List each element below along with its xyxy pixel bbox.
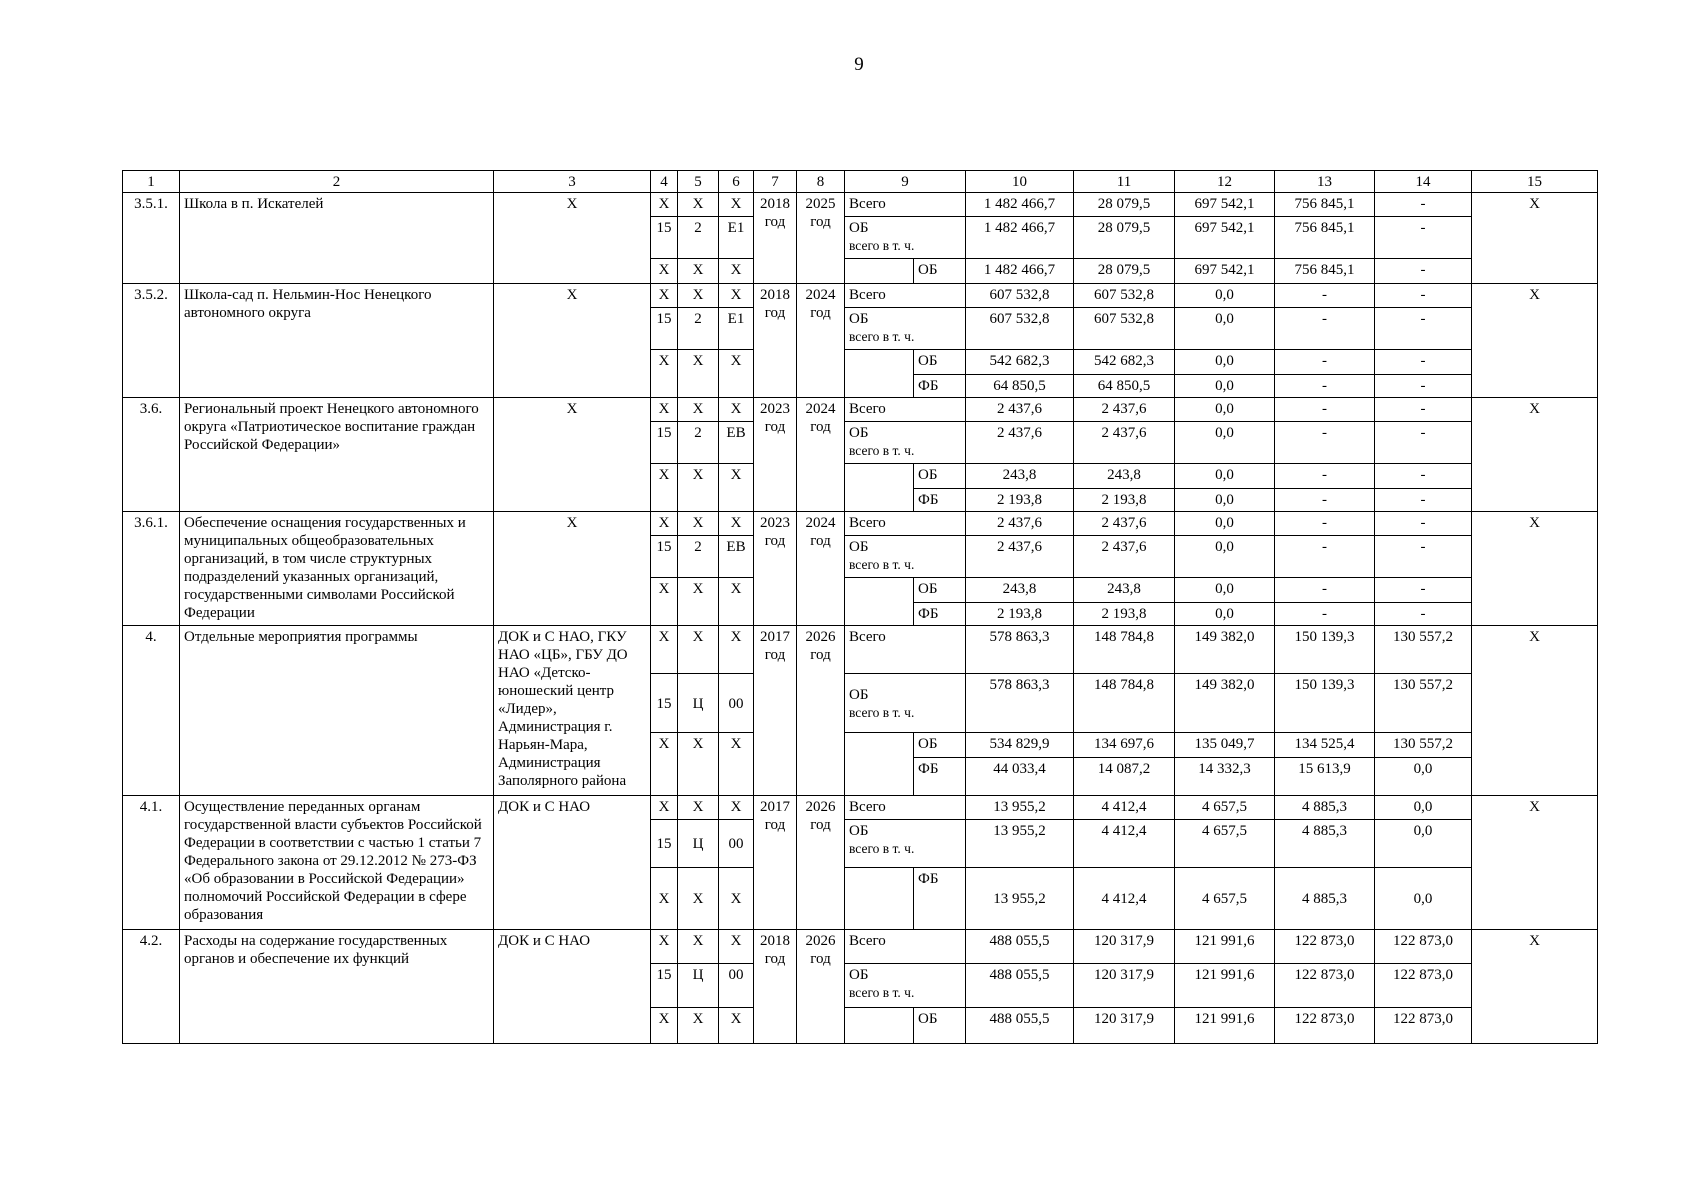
value-cell: 243,8 bbox=[1074, 578, 1175, 603]
table-row bbox=[123, 626, 1598, 674]
code-cell: X bbox=[678, 464, 719, 512]
source-label: ФБ bbox=[914, 489, 966, 512]
table-row bbox=[123, 398, 1598, 422]
item-number: 4.2. bbox=[123, 930, 180, 1044]
value-cell: 2 437,6 bbox=[966, 398, 1074, 422]
value-cell: 122 873,0 bbox=[1375, 964, 1472, 1008]
value-cell: 2 437,6 bbox=[966, 422, 1074, 464]
code-cell: 15 bbox=[651, 422, 678, 464]
code-cell: 2 bbox=[678, 536, 719, 578]
value-cell: 130 557,2 bbox=[1375, 733, 1472, 758]
value-cell: - bbox=[1375, 217, 1472, 259]
code-cell: X bbox=[678, 930, 719, 964]
code-cell: X bbox=[719, 733, 754, 796]
value-cell: 2 437,6 bbox=[1074, 512, 1175, 536]
value-cell: 1 482 466,7 bbox=[966, 193, 1074, 217]
value-cell: 578 863,3 bbox=[966, 626, 1074, 674]
item-number: 3.5.2. bbox=[123, 284, 180, 398]
value-cell: 134 697,6 bbox=[1074, 733, 1175, 758]
value-cell: 0,0 bbox=[1175, 422, 1275, 464]
year-end: 2026 год bbox=[797, 626, 845, 796]
source-label: ОБ всего в т. ч. bbox=[845, 422, 966, 464]
value-cell: 4 885,3 bbox=[1275, 820, 1375, 868]
code-cell: X bbox=[678, 626, 719, 674]
year-start: 2018 год bbox=[754, 193, 797, 284]
code-cell: X bbox=[719, 464, 754, 512]
header-row bbox=[123, 171, 1598, 193]
table-row bbox=[123, 512, 1598, 536]
col15-cell: X bbox=[1472, 930, 1598, 1044]
code-cell: 15 bbox=[651, 217, 678, 259]
value-cell: - bbox=[1375, 603, 1472, 626]
year-end: 2024 год bbox=[797, 284, 845, 398]
value-cell: - bbox=[1375, 308, 1472, 350]
value-cell: - bbox=[1375, 536, 1472, 578]
value-cell: 0,0 bbox=[1175, 536, 1275, 578]
year-end: 2026 год bbox=[797, 930, 845, 1044]
value-cell: - bbox=[1375, 350, 1472, 375]
source-label: ОБ bbox=[914, 578, 966, 603]
empty-cell bbox=[845, 464, 914, 512]
source-label: Всего bbox=[845, 796, 966, 820]
value-cell: 0,0 bbox=[1375, 796, 1472, 820]
value-cell: 0,0 bbox=[1375, 868, 1472, 930]
code-cell: 15 bbox=[651, 964, 678, 1008]
item-number: 3.6. bbox=[123, 398, 180, 512]
code-cell: E1 bbox=[719, 308, 754, 350]
value-cell: - bbox=[1275, 603, 1375, 626]
program-funding-table bbox=[122, 170, 1598, 1044]
value-cell: 148 784,8 bbox=[1074, 626, 1175, 674]
item-responsible: ДОК и С НАО bbox=[494, 796, 651, 930]
header-cell: 9 bbox=[845, 171, 966, 193]
code-cell: X bbox=[719, 626, 754, 674]
value-cell: 0,0 bbox=[1175, 375, 1275, 398]
value-cell: 0,0 bbox=[1375, 820, 1472, 868]
value-cell: 13 955,2 bbox=[966, 820, 1074, 868]
code-cell: X bbox=[678, 398, 719, 422]
code-cell: X bbox=[719, 350, 754, 398]
code-cell: Ц bbox=[678, 820, 719, 868]
value-cell: 14 332,3 bbox=[1175, 758, 1275, 796]
value-cell: 0,0 bbox=[1175, 284, 1275, 308]
col15-cell: X bbox=[1472, 284, 1598, 398]
value-cell: 2 437,6 bbox=[966, 512, 1074, 536]
item-responsible: X bbox=[494, 512, 651, 626]
code-cell: X bbox=[719, 578, 754, 626]
value-cell: 0,0 bbox=[1175, 603, 1275, 626]
value-cell: 28 079,5 bbox=[1074, 193, 1175, 217]
code-cell: EB bbox=[719, 536, 754, 578]
table-row bbox=[123, 930, 1598, 964]
code-cell: Ц bbox=[678, 964, 719, 1008]
code-cell: X bbox=[719, 1008, 754, 1044]
value-cell: 122 873,0 bbox=[1275, 964, 1375, 1008]
value-cell: 149 382,0 bbox=[1175, 626, 1275, 674]
source-label: ОБ всего в т. ч. bbox=[845, 964, 966, 1008]
item-number: 3.6.1. bbox=[123, 512, 180, 626]
value-cell: 0,0 bbox=[1175, 512, 1275, 536]
source-label: ОБ bbox=[914, 464, 966, 489]
value-cell: 122 873,0 bbox=[1275, 1008, 1375, 1044]
code-cell: X bbox=[651, 1008, 678, 1044]
source-label: ОБ bbox=[914, 1008, 966, 1044]
header-cell: 8 bbox=[797, 171, 845, 193]
source-label: ОБ bbox=[914, 350, 966, 375]
code-cell: X bbox=[719, 868, 754, 930]
value-cell: 697 542,1 bbox=[1175, 259, 1275, 284]
code-cell: X bbox=[719, 796, 754, 820]
code-cell: X bbox=[651, 193, 678, 217]
item-responsible: X bbox=[494, 193, 651, 284]
value-cell: - bbox=[1275, 422, 1375, 464]
value-cell: 13 955,2 bbox=[966, 796, 1074, 820]
value-cell: 697 542,1 bbox=[1175, 193, 1275, 217]
table-row bbox=[123, 284, 1598, 308]
value-cell: 488 055,5 bbox=[966, 964, 1074, 1008]
value-cell: 120 317,9 bbox=[1074, 1008, 1175, 1044]
value-cell: - bbox=[1275, 350, 1375, 375]
value-cell: - bbox=[1375, 578, 1472, 603]
value-cell: - bbox=[1275, 536, 1375, 578]
value-cell: 2 193,8 bbox=[966, 603, 1074, 626]
value-cell: 122 873,0 bbox=[1375, 1008, 1472, 1044]
page-number: 9 bbox=[854, 54, 864, 75]
year-start: 2023 год bbox=[754, 398, 797, 512]
value-cell: 0,0 bbox=[1175, 489, 1275, 512]
value-cell: 4 657,5 bbox=[1175, 796, 1275, 820]
source-label: ОБ bbox=[914, 259, 966, 284]
source-label: Всего bbox=[845, 284, 966, 308]
value-cell: 2 437,6 bbox=[966, 536, 1074, 578]
code-cell: 15 bbox=[651, 536, 678, 578]
year-end: 2025 год bbox=[797, 193, 845, 284]
code-cell: X bbox=[651, 464, 678, 512]
code-cell: X bbox=[651, 578, 678, 626]
value-cell: 28 079,5 bbox=[1074, 259, 1175, 284]
value-cell: 607 532,8 bbox=[966, 284, 1074, 308]
code-cell: 2 bbox=[678, 422, 719, 464]
source-label: ФБ bbox=[914, 375, 966, 398]
year-end: 2026 год bbox=[797, 796, 845, 930]
code-cell: X bbox=[651, 796, 678, 820]
value-cell: 4 885,3 bbox=[1275, 868, 1375, 930]
value-cell: 150 139,3 bbox=[1275, 626, 1375, 674]
code-cell: 15 bbox=[651, 820, 678, 868]
source-label: ОБ всего в т. ч. bbox=[845, 536, 966, 578]
code-cell: 2 bbox=[678, 217, 719, 259]
code-cell: X bbox=[651, 512, 678, 536]
value-cell: 2 193,8 bbox=[966, 489, 1074, 512]
source-label: Всего bbox=[845, 398, 966, 422]
value-cell: - bbox=[1375, 398, 1472, 422]
source-label: Всего bbox=[845, 512, 966, 536]
value-cell: - bbox=[1275, 512, 1375, 536]
value-cell: 15 613,9 bbox=[1275, 758, 1375, 796]
table-row bbox=[123, 796, 1598, 820]
value-cell: 578 863,3 bbox=[966, 674, 1074, 733]
source-label: ОБ всего в т. ч. bbox=[845, 308, 966, 350]
value-cell: 243,8 bbox=[966, 464, 1074, 489]
col15-cell: X bbox=[1472, 796, 1598, 930]
value-cell: 64 850,5 bbox=[1074, 375, 1175, 398]
code-cell: X bbox=[678, 350, 719, 398]
item-responsible: ДОК и С НАО bbox=[494, 930, 651, 1044]
value-cell: 0,0 bbox=[1175, 398, 1275, 422]
item-name: Расходы на содержание государственных органов и обеспечение их функций bbox=[180, 930, 494, 1044]
value-cell: 542 682,3 bbox=[1074, 350, 1175, 375]
header-cell: 4 bbox=[651, 171, 678, 193]
value-cell: 122 873,0 bbox=[1375, 930, 1472, 964]
code-cell: X bbox=[651, 868, 678, 930]
value-cell: 120 317,9 bbox=[1074, 964, 1175, 1008]
source-label: Всего bbox=[845, 626, 966, 674]
code-cell: X bbox=[678, 796, 719, 820]
value-cell: - bbox=[1275, 398, 1375, 422]
year-start: 2017 год bbox=[754, 626, 797, 796]
code-cell: X bbox=[678, 259, 719, 284]
value-cell: 1 482 466,7 bbox=[966, 259, 1074, 284]
value-cell: 488 055,5 bbox=[966, 1008, 1074, 1044]
col15-cell: X bbox=[1472, 512, 1598, 626]
item-name: Школа-сад п. Нельмин-Нос Ненецкого автономного округа bbox=[180, 284, 494, 398]
value-cell: - bbox=[1275, 375, 1375, 398]
code-cell: 00 bbox=[719, 674, 754, 733]
header-cell: 6 bbox=[719, 171, 754, 193]
item-number: 4.1. bbox=[123, 796, 180, 930]
code-cell: 00 bbox=[719, 820, 754, 868]
value-cell: 756 845,1 bbox=[1275, 259, 1375, 284]
code-cell: X bbox=[651, 626, 678, 674]
code-cell: X bbox=[719, 284, 754, 308]
value-cell: 4 412,4 bbox=[1074, 820, 1175, 868]
source-label: ФБ bbox=[914, 603, 966, 626]
code-cell: X bbox=[678, 512, 719, 536]
value-cell: - bbox=[1375, 375, 1472, 398]
value-cell: - bbox=[1375, 284, 1472, 308]
value-cell: 0,0 bbox=[1175, 578, 1275, 603]
col15-cell: X bbox=[1472, 626, 1598, 796]
value-cell: 542 682,3 bbox=[966, 350, 1074, 375]
source-label: ОБ bbox=[914, 733, 966, 758]
col15-cell: X bbox=[1472, 398, 1598, 512]
code-cell: 00 bbox=[719, 964, 754, 1008]
value-cell: 534 829,9 bbox=[966, 733, 1074, 758]
value-cell: 121 991,6 bbox=[1175, 1008, 1275, 1044]
value-cell: 13 955,2 bbox=[966, 868, 1074, 930]
value-cell: 28 079,5 bbox=[1074, 217, 1175, 259]
year-start: 2023 год bbox=[754, 512, 797, 626]
code-cell: X bbox=[678, 284, 719, 308]
value-cell: - bbox=[1375, 489, 1472, 512]
source-label: ОБ всего в т. ч. bbox=[845, 820, 966, 868]
value-cell: 134 525,4 bbox=[1275, 733, 1375, 758]
value-cell: 148 784,8 bbox=[1074, 674, 1175, 733]
value-cell: 697 542,1 bbox=[1175, 217, 1275, 259]
value-cell: 2 437,6 bbox=[1074, 536, 1175, 578]
value-cell: 2 193,8 bbox=[1074, 603, 1175, 626]
item-name: Отдельные мероприятия программы bbox=[180, 626, 494, 796]
header-cell: 11 bbox=[1074, 171, 1175, 193]
value-cell: - bbox=[1275, 489, 1375, 512]
source-label: ФБ bbox=[914, 758, 966, 796]
code-cell: X bbox=[651, 259, 678, 284]
item-number: 4. bbox=[123, 626, 180, 796]
value-cell: 0,0 bbox=[1175, 350, 1275, 375]
source-label: ФБ bbox=[914, 868, 966, 930]
value-cell: - bbox=[1375, 193, 1472, 217]
value-cell: - bbox=[1275, 464, 1375, 489]
code-cell: 15 bbox=[651, 308, 678, 350]
value-cell: 120 317,9 bbox=[1074, 930, 1175, 964]
value-cell: 243,8 bbox=[966, 578, 1074, 603]
year-start: 2017 год bbox=[754, 796, 797, 930]
value-cell: 4 412,4 bbox=[1074, 796, 1175, 820]
header-cell: 3 bbox=[494, 171, 651, 193]
header-cell: 14 bbox=[1375, 171, 1472, 193]
value-cell: 0,0 bbox=[1175, 308, 1275, 350]
value-cell: 0,0 bbox=[1375, 758, 1472, 796]
value-cell: 2 437,6 bbox=[1074, 422, 1175, 464]
item-name: Региональный проект Ненецкого автономного округа «Патриотическое воспитание граждан Российской Федерации» bbox=[180, 398, 494, 512]
year-end: 2024 год bbox=[797, 512, 845, 626]
value-cell: 150 139,3 bbox=[1275, 674, 1375, 733]
value-cell: 4 885,3 bbox=[1275, 796, 1375, 820]
year-start: 2018 год bbox=[754, 284, 797, 398]
code-cell: X bbox=[651, 398, 678, 422]
value-cell: 14 087,2 bbox=[1074, 758, 1175, 796]
value-cell: 756 845,1 bbox=[1275, 193, 1375, 217]
year-end: 2024 год bbox=[797, 398, 845, 512]
col15-cell: X bbox=[1472, 193, 1598, 284]
value-cell: 135 049,7 bbox=[1175, 733, 1275, 758]
code-cell: 15 bbox=[651, 674, 678, 733]
code-cell: X bbox=[651, 733, 678, 796]
item-name: Осуществление переданных органам государственной власти субъектов Российской Федерации в соответствии с частью 1 статьи 7 Федерального закона от 29.12.2012 № 273-ФЗ «Об образовании в Российской Федерации» полномочий Российской Федерации в сфере образования bbox=[180, 796, 494, 930]
value-cell: - bbox=[1375, 464, 1472, 489]
value-cell: 488 055,5 bbox=[966, 930, 1074, 964]
item-name: Школа в п. Искателей bbox=[180, 193, 494, 284]
value-cell: 4 412,4 bbox=[1074, 868, 1175, 930]
code-cell: X bbox=[719, 512, 754, 536]
value-cell: 4 657,5 bbox=[1175, 868, 1275, 930]
empty-cell bbox=[845, 259, 914, 284]
code-cell: X bbox=[678, 578, 719, 626]
value-cell: - bbox=[1275, 578, 1375, 603]
source-label: ОБ всего в т. ч. bbox=[845, 217, 966, 259]
value-cell: 121 991,6 bbox=[1175, 964, 1275, 1008]
empty-cell bbox=[845, 868, 914, 930]
source-label: Всего bbox=[845, 930, 966, 964]
empty-cell bbox=[845, 1008, 914, 1044]
item-responsible: ДОК и С НАО, ГКУ НАО «ЦБ», ГБУ ДО НАО «Детско-юношеский центр «Лидер», Администрация г. Нарьян-Мара, Администрация Заполярного района bbox=[494, 626, 651, 796]
table-row bbox=[123, 193, 1598, 217]
header-cell: 12 bbox=[1175, 171, 1275, 193]
value-cell: - bbox=[1375, 422, 1472, 464]
empty-cell bbox=[845, 350, 914, 398]
value-cell: 130 557,2 bbox=[1375, 674, 1472, 733]
code-cell: X bbox=[678, 193, 719, 217]
value-cell: - bbox=[1375, 259, 1472, 284]
code-cell: X bbox=[719, 930, 754, 964]
header-cell: 1 bbox=[123, 171, 180, 193]
source-label: ОБ всего в т. ч. bbox=[845, 674, 966, 733]
source-label: Всего bbox=[845, 193, 966, 217]
value-cell: - bbox=[1375, 512, 1472, 536]
code-cell: X bbox=[678, 868, 719, 930]
value-cell: 122 873,0 bbox=[1275, 930, 1375, 964]
value-cell: - bbox=[1275, 284, 1375, 308]
value-cell: 4 657,5 bbox=[1175, 820, 1275, 868]
header-cell: 5 bbox=[678, 171, 719, 193]
value-cell: 607 532,8 bbox=[966, 308, 1074, 350]
value-cell: 149 382,0 bbox=[1175, 674, 1275, 733]
empty-cell bbox=[845, 733, 914, 796]
code-cell: X bbox=[651, 930, 678, 964]
value-cell: - bbox=[1275, 308, 1375, 350]
code-cell: EB bbox=[719, 422, 754, 464]
value-cell: 607 532,8 bbox=[1074, 284, 1175, 308]
header-cell: 15 bbox=[1472, 171, 1598, 193]
header-cell: 13 bbox=[1275, 171, 1375, 193]
empty-cell bbox=[845, 578, 914, 626]
value-cell: 1 482 466,7 bbox=[966, 217, 1074, 259]
item-responsible: X bbox=[494, 284, 651, 398]
code-cell: X bbox=[678, 733, 719, 796]
year-start: 2018 год bbox=[754, 930, 797, 1044]
header-cell: 7 bbox=[754, 171, 797, 193]
code-cell: X bbox=[719, 398, 754, 422]
value-cell: 243,8 bbox=[1074, 464, 1175, 489]
code-cell: E1 bbox=[719, 217, 754, 259]
header-cell: 10 bbox=[966, 171, 1074, 193]
item-responsible: X bbox=[494, 398, 651, 512]
value-cell: 44 033,4 bbox=[966, 758, 1074, 796]
code-cell: X bbox=[719, 259, 754, 284]
value-cell: 0,0 bbox=[1175, 464, 1275, 489]
item-number: 3.5.1. bbox=[123, 193, 180, 284]
code-cell: X bbox=[651, 284, 678, 308]
header-cell: 2 bbox=[180, 171, 494, 193]
value-cell: 64 850,5 bbox=[966, 375, 1074, 398]
value-cell: 2 437,6 bbox=[1074, 398, 1175, 422]
code-cell: X bbox=[719, 193, 754, 217]
code-cell: 2 bbox=[678, 308, 719, 350]
value-cell: 756 845,1 bbox=[1275, 217, 1375, 259]
value-cell: 121 991,6 bbox=[1175, 930, 1275, 964]
code-cell: X bbox=[678, 1008, 719, 1044]
code-cell: X bbox=[651, 350, 678, 398]
value-cell: 130 557,2 bbox=[1375, 626, 1472, 674]
value-cell: 607 532,8 bbox=[1074, 308, 1175, 350]
value-cell: 2 193,8 bbox=[1074, 489, 1175, 512]
item-name: Обеспечение оснащения государственных и муниципальных общеобразовательных организаций, в том числе структурных подразделений указанных организаций, государственными символами Российской Федерации bbox=[180, 512, 494, 626]
code-cell: Ц bbox=[678, 674, 719, 733]
